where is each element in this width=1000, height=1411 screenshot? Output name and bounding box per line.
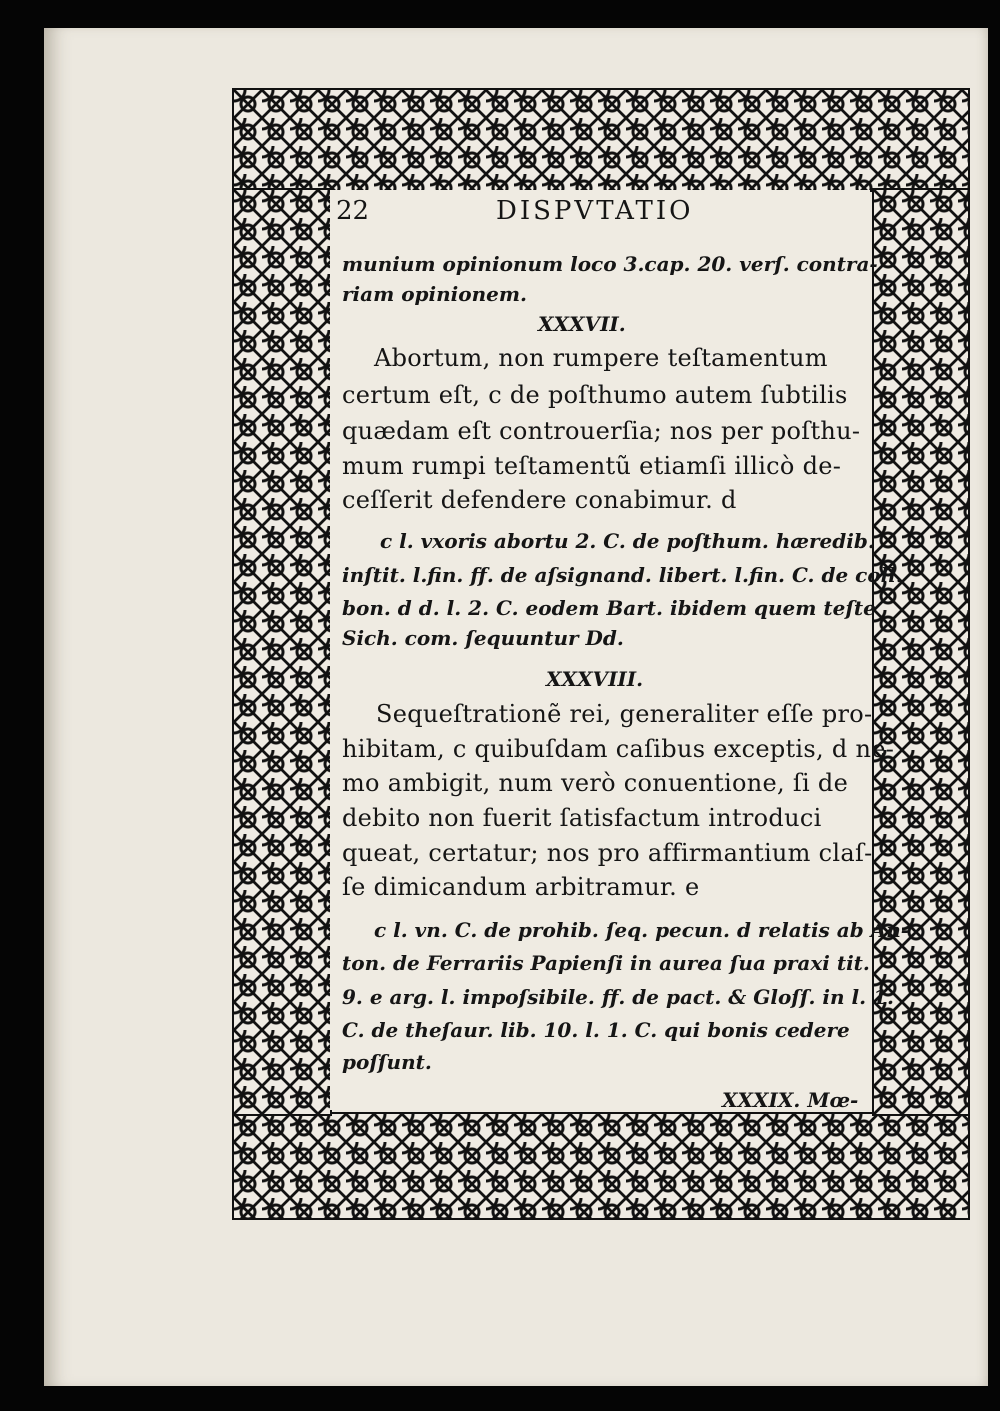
text-line: quædam eſt controuerſia; nos per poſthu- xyxy=(342,417,861,445)
text-line: certum eſt, c de poſthumo autem ſubtilis xyxy=(342,381,848,409)
section-heading: XXXVIII. xyxy=(546,667,644,691)
note-line: 9. e arg. l. impoſsibile. ff. de pact. & Gloſſ. in l. 1. xyxy=(342,985,894,1009)
section-heading: XXXVII. xyxy=(538,312,626,336)
note-line: Sich. com. ſequuntur Dd. xyxy=(342,626,624,650)
catchword: XXXIX. Mœ- xyxy=(722,1088,859,1112)
note-line: inſtit. l.fin. ff. de aſsignand. libert. l.fin. C. de coll. xyxy=(342,563,903,587)
note-line: bon. d d. l. 2. C. eodem Bart. ibidem quem teſte xyxy=(342,596,876,620)
page-number: 22 xyxy=(336,196,370,226)
text-line: riam opinionem. xyxy=(342,282,528,306)
text-line: ſe dimicandum arbitramur. e xyxy=(342,873,700,901)
text-line: munium opinionum loco 3.cap. 20. verſ. contra- xyxy=(342,252,878,276)
text-line: Abortum, non rumpere teſtamentum xyxy=(374,344,828,372)
running-title: DISPVTATIO xyxy=(496,196,694,226)
note-line: c l. vn. C. de prohib. ſeq. pecun. d relatis ab An- xyxy=(374,918,910,942)
text-line: mum rumpi teſtamentũ etiamſi illicò de- xyxy=(342,452,842,480)
text-line: Sequeſtrationẽ rei, generaliter eſſe pro- xyxy=(376,700,873,728)
ornamental-border-bottom xyxy=(232,1112,970,1220)
ornamental-border-top xyxy=(232,88,970,192)
text-line: hibitam, c quibuſdam caſibus exceptis, d ne- xyxy=(342,735,895,763)
ornamental-border-right xyxy=(872,188,970,1116)
ornamental-border-left xyxy=(232,188,332,1116)
note-line: poſſunt. xyxy=(342,1050,432,1074)
note-line: c l. vxoris abortu 2. C. de poſthum. hæredib. xyxy=(380,529,875,553)
note-line: C. de theſaur. lib. 10. l. 1. C. qui bonis cedere xyxy=(342,1018,850,1042)
text-line: ceſſerit defendere conabimur. d xyxy=(342,486,737,514)
text-line: mo ambigit, num verò conuentione, ſi de xyxy=(342,769,849,797)
note-line: ton. de Ferrariis Papienſi in aurea ſua praxi tit. xyxy=(342,951,870,975)
text-line: debito non fuerit ſatisfactum introduci xyxy=(342,804,822,832)
text-line: queat, certatur; nos pro affirmantium claſ- xyxy=(342,839,873,867)
